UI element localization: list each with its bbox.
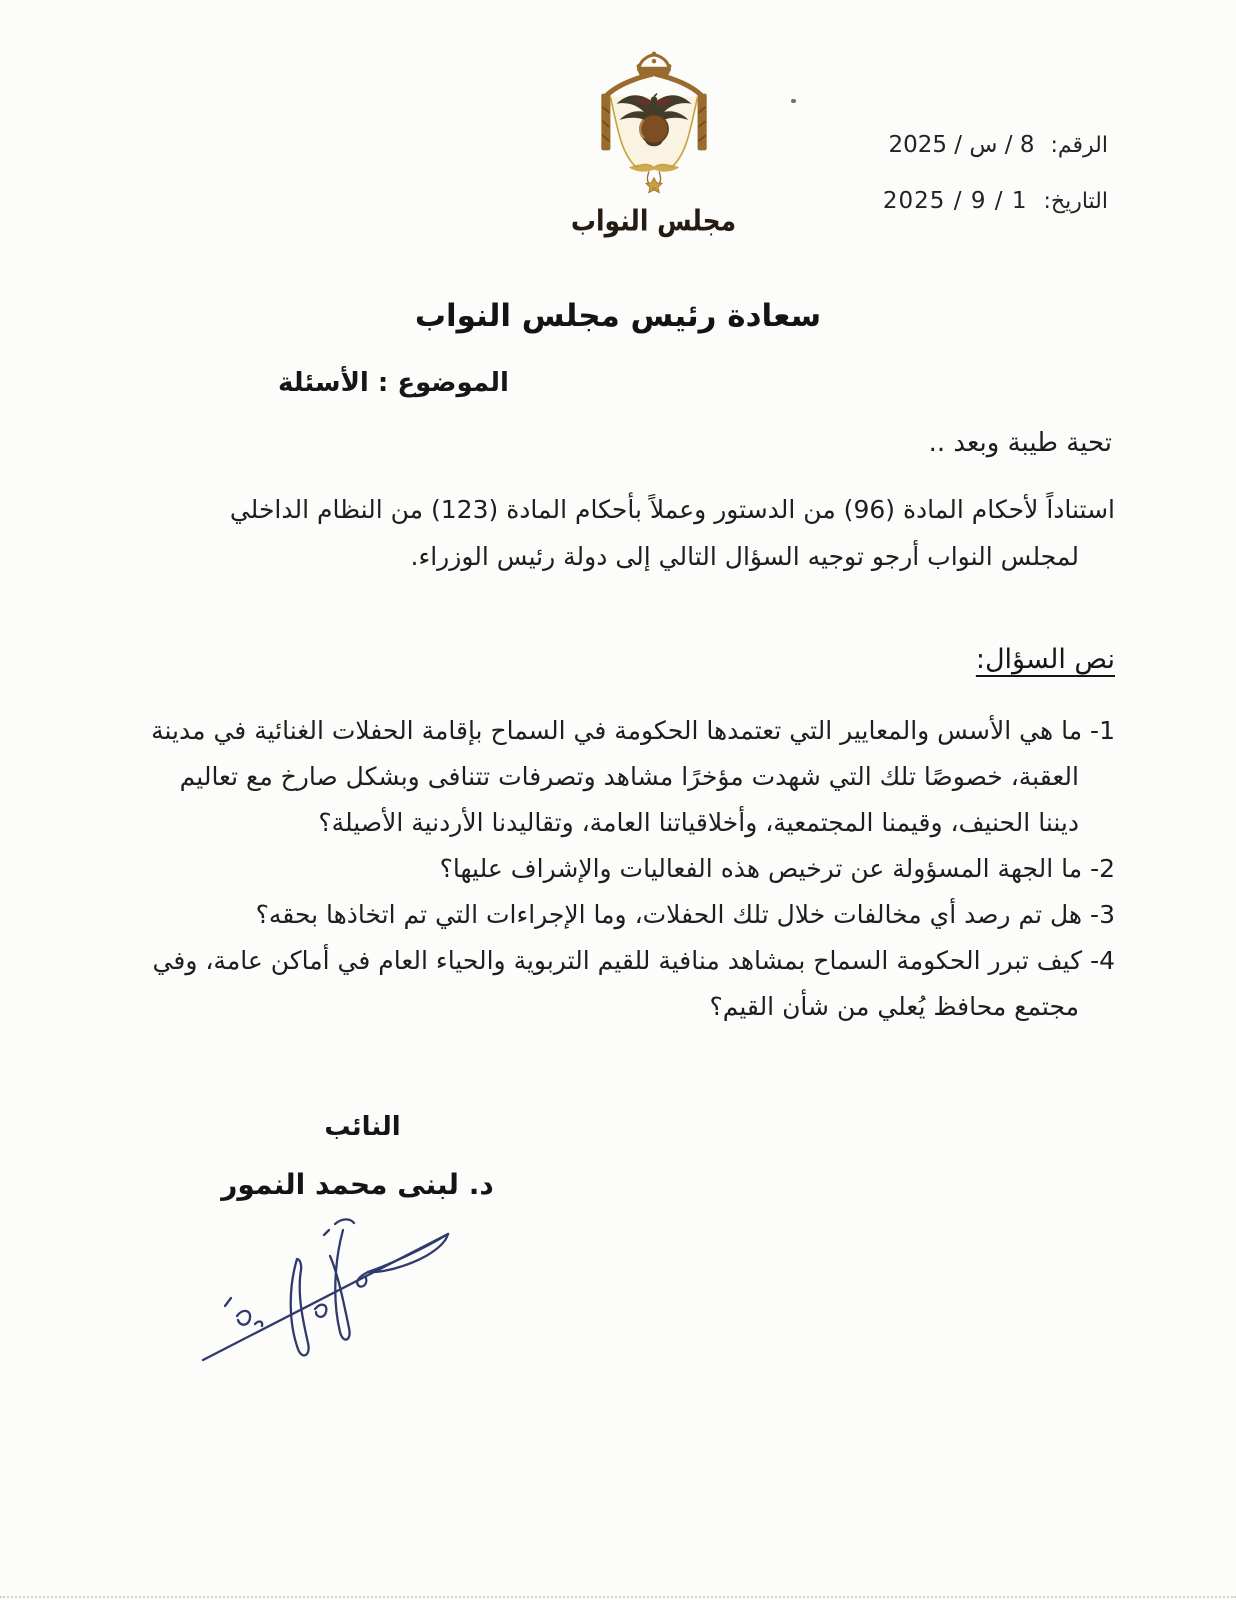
star-badge-icon [628, 165, 679, 193]
org-name-calligraphy: مجلس النواب [570, 203, 737, 238]
date-line [883, 188, 1108, 214]
letterhead [566, 50, 741, 238]
ref-number-line [883, 132, 1108, 158]
crown-icon [636, 52, 671, 76]
handwritten-signature [185, 1212, 465, 1372]
question-item-4: 4- كيف تبرر الحكومة السماح بمشاهد منافية للقيم التربوية والحياء العام في أماكن عامة، وفي مجتمع محافظ يُعلي من شأن القيم؟ [152, 946, 1115, 1021]
question-item-1: 1- ما هي الأسس والمعايير التي تعتمدها الحكومة في السماح بإقامة الحفلات الغنائية في مدينة العقبة، خصوصًا تلك التي شهدت مؤخرًا مشاهد وتصرفات تتنافى وبشكل صارخ مع تعاليم ديننا الحنيف، وقيمنا المجتمعية، وأخلاقياتنا العامة، وتقاليدنا الأردنية الأصيلة؟ [151, 716, 1115, 837]
signer-name: د. لبنى محمد النمور [221, 1168, 494, 1201]
reference-block [883, 132, 1108, 214]
question-heading: نص السؤال: [975, 644, 1115, 675]
intro-paragraph: استناداً لأحكام المادة (96) من الدستور وعملاً بأحكام المادة (123) من النظام الداخلي لمجلس النواب أرجو توجيه السؤال التالي إلى دولة رئيس الوزراء. [229, 495, 1115, 571]
date-label: التاريخ: [1043, 189, 1108, 214]
scan-edge-artifact [0, 1596, 1236, 1598]
globe-icon [639, 115, 667, 143]
date-value: 1 / 9 / 2025 [882, 188, 1028, 214]
subject-line: الموضوع : الأسئلة [278, 368, 509, 398]
signer-role: النائب [324, 1112, 401, 1142]
ref-number-value: 8 / س / 2025 [888, 132, 1035, 158]
salutation: تحية طيبة وبعد .. [928, 428, 1112, 458]
signature-flourish [368, 1234, 448, 1272]
scan-speck [791, 99, 796, 103]
ref-number-label: الرقم: [1050, 133, 1108, 158]
question-item-3: 3- هل تم رصد أي مخالفات خلال تلك الحفلات، وما الإجراءات التي تم اتخاذها بحقه؟ [255, 900, 1115, 929]
questions-list [150, 708, 1115, 1030]
recipient-title: سعادة رئيس مجلس النواب [414, 298, 822, 334]
question-item-2: 2- ما الجهة المسؤولة عن ترخيص هذه الفعاليات والإشراف عليها؟ [439, 854, 1115, 883]
jordan-royal-emblem-icon [588, 50, 720, 202]
